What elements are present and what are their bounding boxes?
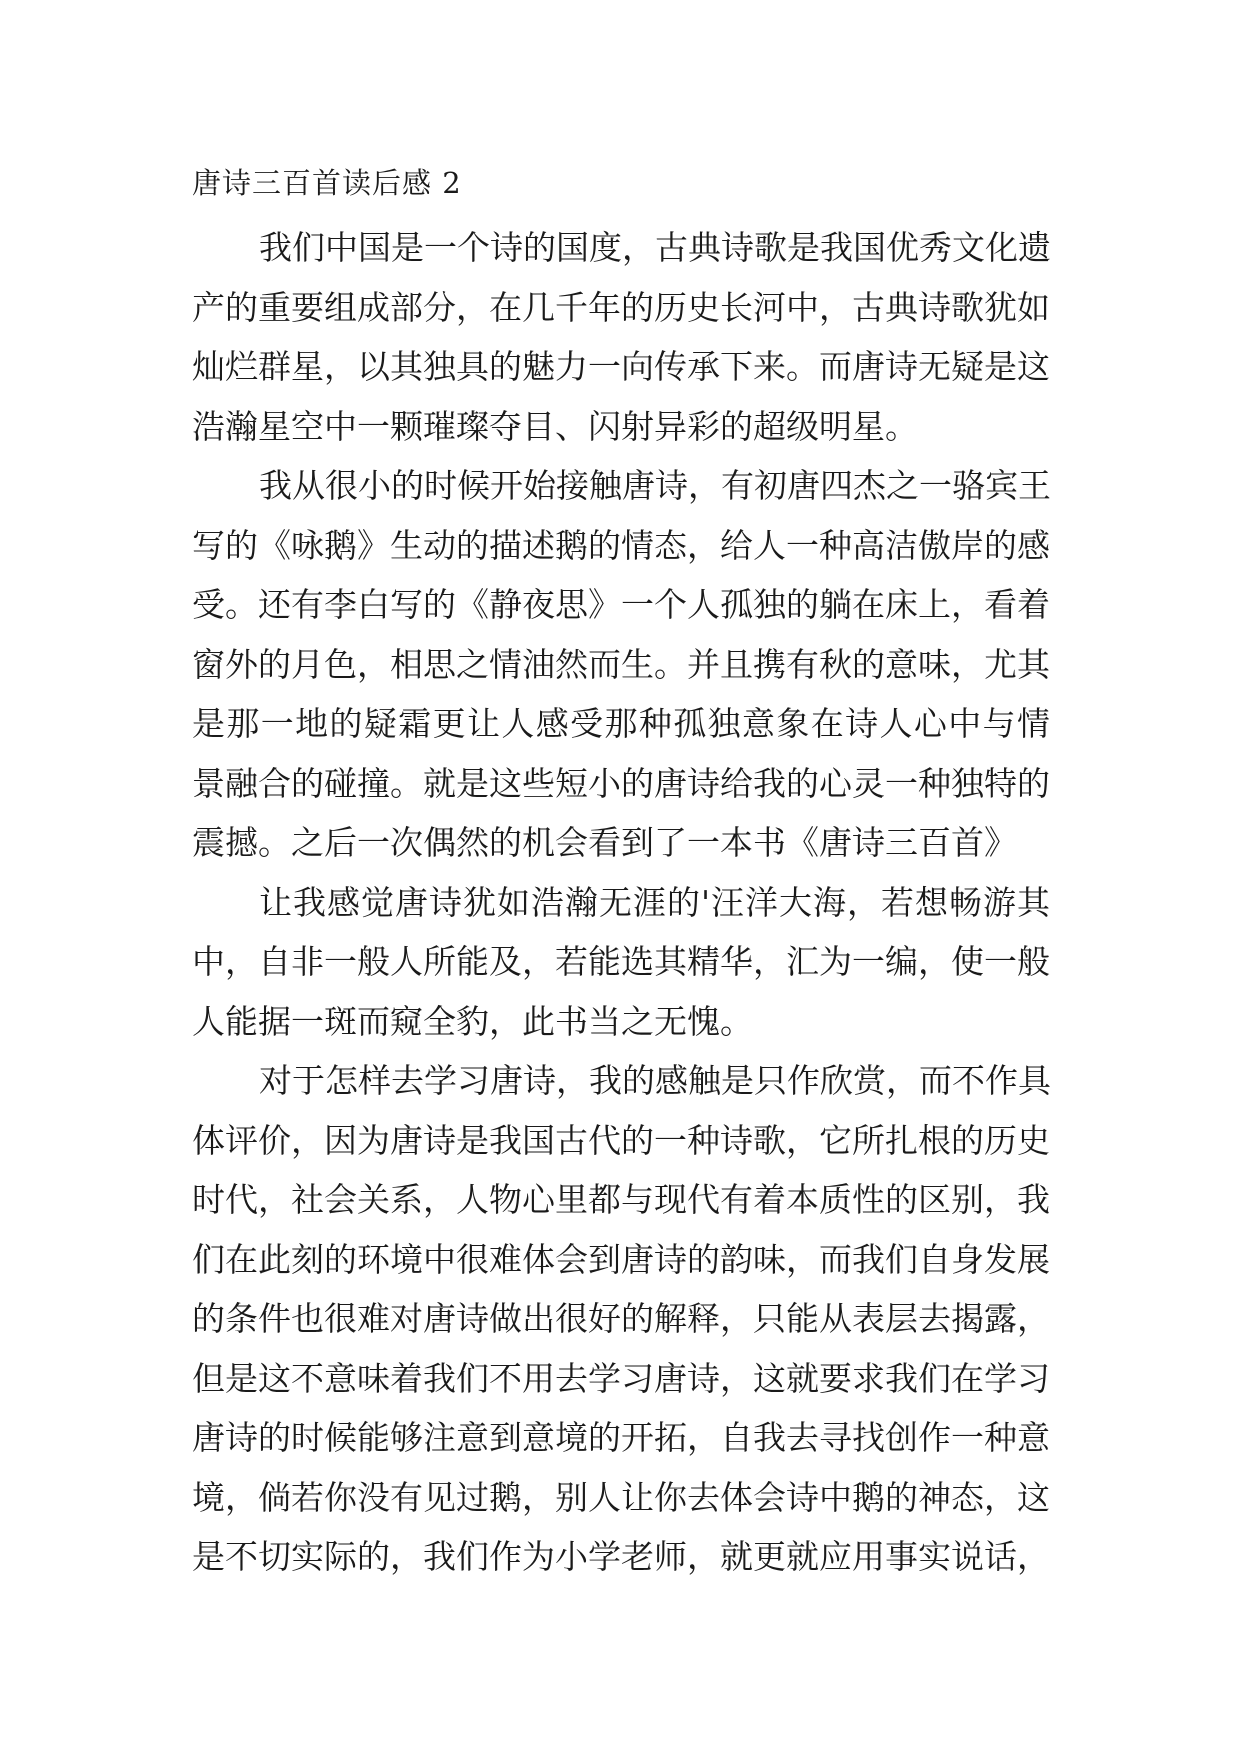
- paragraph-line: 让我感觉唐诗犹如浩瀚无涯的'汪洋大海，若想畅游其: [259, 882, 1050, 922]
- paragraph-line: 唐诗的时候能够注意到意境的开拓，自我去寻找创作一种意: [192, 1418, 1050, 1457]
- paragraph-line: 是不切实际的，我们作为小学老师，就更就应用事实说话，: [192, 1537, 1050, 1576]
- paragraph-line: 浩瀚星空中一颗璀璨夺目、闪射异彩的超级明星。: [192, 406, 918, 446]
- paragraph-line: 写的《咏鹅》生动的描述鹅的情态，给人一种高洁傲岸的感: [192, 525, 1050, 565]
- paragraph-line: 我们中国是一个诗的国度，古典诗歌是我国优秀文化遗: [259, 228, 1051, 267]
- document-body: [192, 218, 1050, 1587]
- paragraph-line: 震撼。之后一次偶然的机会看到了一本书《唐诗三百首》: [192, 823, 1017, 862]
- paragraph-line: 产的重要组成部分，在几千年的历史长河中，古典诗歌犹如: [192, 287, 1050, 327]
- paragraph-line: 景融合的碰撞。就是这些短小的唐诗给我的心灵一种独特的: [192, 763, 1050, 803]
- paragraph-line: 对于怎样去学习唐诗，我的感触是只作欣赏，而不作具: [259, 1061, 1051, 1100]
- paragraph-line: 是那一地的疑霜更让人感受那种孤独意象在诗人心中与情: [192, 704, 1050, 743]
- paragraph-line: 的条件也很难对唐诗做出很好的解释，只能从表层去揭露，: [192, 1299, 1050, 1338]
- paragraph-line: 时代，社会关系，人物心里都与现代有着本质性的区别，我: [192, 1180, 1050, 1219]
- paragraph-line: 受。还有李白写的《静夜思》一个人孤独的躺在床上，看着: [192, 585, 1050, 624]
- paragraph-line: 我从很小的时候开始接触唐诗，有初唐四杰之一骆宾王: [259, 466, 1051, 505]
- paragraph-line: 中，自非一般人所能及，若能选其精华，汇为一编，使一般: [192, 942, 1050, 981]
- paragraph-line: 窗外的月色，相思之情油然而生。并且携有秋的意味，尤其: [192, 644, 1050, 684]
- paragraph-line: 灿烂群星，以其独具的魅力一向传承下来。而唐诗无疑是这: [192, 347, 1050, 386]
- paragraph-line: 但是这不意味着我们不用去学习唐诗，这就要求我们在学习: [192, 1358, 1050, 1398]
- paragraph-line: 境，倘若你没有见过鹅，别人让你去体会诗中鹅的神态，这: [192, 1477, 1050, 1517]
- paragraph-line: 体评价，因为唐诗是我国古代的一种诗歌，它所扎根的历史: [192, 1120, 1050, 1160]
- paragraph-line: 们在此刻的环境中很难体会到唐诗的韵味，而我们自身发展: [192, 1239, 1050, 1279]
- paragraph-line: 人能据一斑而窥全豹，此书当之无愧。: [192, 1001, 753, 1041]
- document-title: 唐诗三百首读后感 2: [192, 166, 462, 200]
